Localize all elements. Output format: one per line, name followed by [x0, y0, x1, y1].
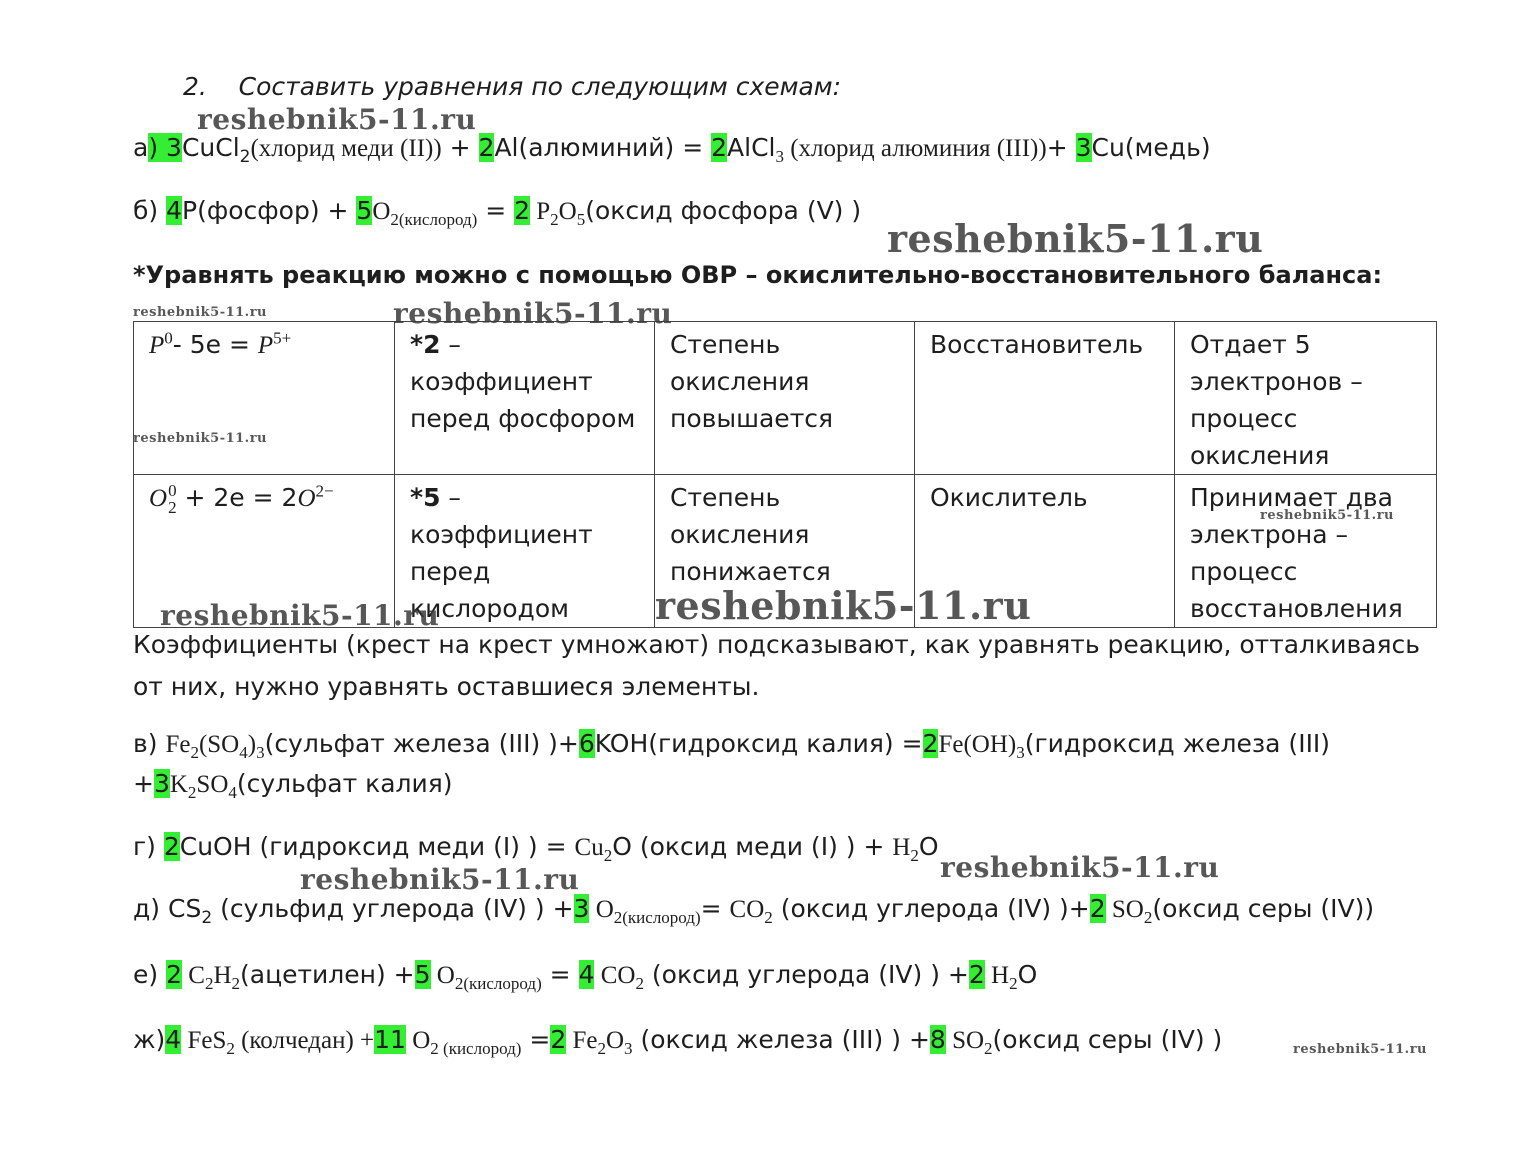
watermark-logo: reshebnik5-11.ru [1293, 1042, 1428, 1057]
watermark-logo: reshebnik5-11.ru [197, 103, 477, 136]
equation-e: е) 2 $C_2H_2(ацетилен) +5$ $O_{2(кислород)} = 4$ $CO_2$ (оксид углерода (IV) ) +2 $H_2O$ [133, 960, 1038, 993]
task-number: 2. [183, 72, 207, 101]
redox-balance-table [133, 321, 1437, 628]
explanation-paragraph: Коэффициенты (крест на крест умножают) подсказывают, как уравнять реакцию, отталкиваясь от них, нужно уравнять оставшиеся элементы. [133, 630, 1421, 701]
watermark-logo: reshebnik5-11.ru [940, 851, 1220, 884]
coef-highlight: 3 [153, 769, 170, 798]
coef-highlight: 2 [711, 133, 728, 162]
coef-cell: *5 – коэффициент перед кислородом [395, 475, 655, 628]
half-reaction-phosphorus: $P^0-$ $5e = P^{5+}$ [134, 322, 395, 475]
coef-highlight: 2 [550, 1025, 567, 1054]
process-cell: Принимает два электрона – процесс восстановления [1175, 475, 1437, 628]
equation-zh: ж)4 FeS$_2$ (колчедан) +11 $O_{2 (кислород)} =2$ $Fe_2O_3$ (оксид железа (III) ) +8 $SO_2(оксид$ серы (IV) ) [133, 1025, 1223, 1058]
watermark-logo: reshebnik5-11.ru [300, 863, 580, 896]
watermark-logo: reshebnik5-11.ru [655, 583, 1032, 628]
half-reaction-oxygen: O 0 2 + $2e = 2O^{2-}$ [134, 475, 395, 628]
coef-highlight: 2 [163, 832, 180, 861]
watermark-logo: reshebnik5-11.ru [1260, 508, 1395, 523]
coef-highlight: 3 [573, 894, 590, 923]
coef-highlight: 5 [414, 960, 431, 989]
equation-a: а) 3CuCl$_2$(хлорид меди (II)) + 2Al(алюминий) = 2AlCl$_3$ (хлорид алюминия (III))+ 3Cu(медь) [133, 133, 1211, 167]
coef-highlight: 5 [356, 196, 373, 225]
oxidation-change-cell: Степень окисления понижается [655, 475, 915, 628]
watermark-logo: reshebnik5-11.ru [133, 305, 268, 320]
watermark-logo: reshebnik5-11.ru [887, 216, 1264, 261]
oxidation-change-cell: Степень окисления повышается [655, 322, 915, 475]
process-cell: Отдает 5 электронов – процесс окисления [1175, 322, 1437, 475]
equation-d: д) $CS_2$ (сульфид углерода (IV) ) +3 $O_{2(кислород)}= CO_2$ (оксид углерода (IV) )+2 $SO_2(оксид$ серы (IV)) [133, 894, 1375, 928]
watermark-logo: reshebnik5-11.ru [133, 431, 268, 446]
coef-highlight: 4 [166, 196, 183, 225]
coef-highlight: ) 3 [148, 133, 182, 162]
coef-highlight: 2 [166, 960, 182, 989]
coef-highlight: 3 [1075, 133, 1092, 162]
role-cell: Окислитель [915, 475, 1175, 628]
table-row [134, 322, 1437, 475]
watermark-logo: reshebnik5-11.ru [160, 599, 440, 632]
coef-highlight: 2 [968, 960, 985, 989]
coef-cell: *2 – коэффициент перед фосфором [395, 322, 655, 475]
equation-v-line1: в) $Fe_2(SO_4)_3(сульфат$ железа (III) )+6KOH(гидроксид калия) $=2Fe(OH)_3(гидроксид$ железа (III) [133, 729, 1331, 762]
coef-highlight: 2 [514, 196, 531, 225]
task-heading [183, 72, 841, 101]
coef-highlight: 6 [578, 729, 595, 758]
task-heading-text: Составить уравнения по следующим схемам: [238, 72, 842, 101]
coef-highlight: 2 [478, 133, 495, 162]
coef-highlight: 4 [578, 960, 595, 989]
coef-highlight: 11 [374, 1025, 406, 1054]
ovr-title: *Уравнять реакцию можно с помощью ОВР – окислительно-восстановительного баланса: [133, 261, 1383, 289]
coef-highlight: 2 [1089, 894, 1106, 923]
watermark-logo: reshebnik5-11.ru [393, 297, 673, 330]
coef-highlight: 2 [922, 729, 939, 758]
role-cell: Восстановитель [915, 322, 1175, 475]
coef-highlight: 8 [929, 1025, 946, 1054]
coef-highlight: 4 [165, 1025, 182, 1054]
equation-b: б) 4P(фосфор) + $5O_{2(кислород)} = 2$ $P_2O_5(оксид$ фосфора (V) ) [133, 196, 862, 229]
equation-v-line2: $+3K_2SO_4(сульфат$ калия) [133, 769, 453, 802]
equation-g: г) 2CuOH (гидроксид меди (I) ) = $Cu_2O$ (оксид меди (I) ) + $H_2O$ [133, 832, 939, 865]
